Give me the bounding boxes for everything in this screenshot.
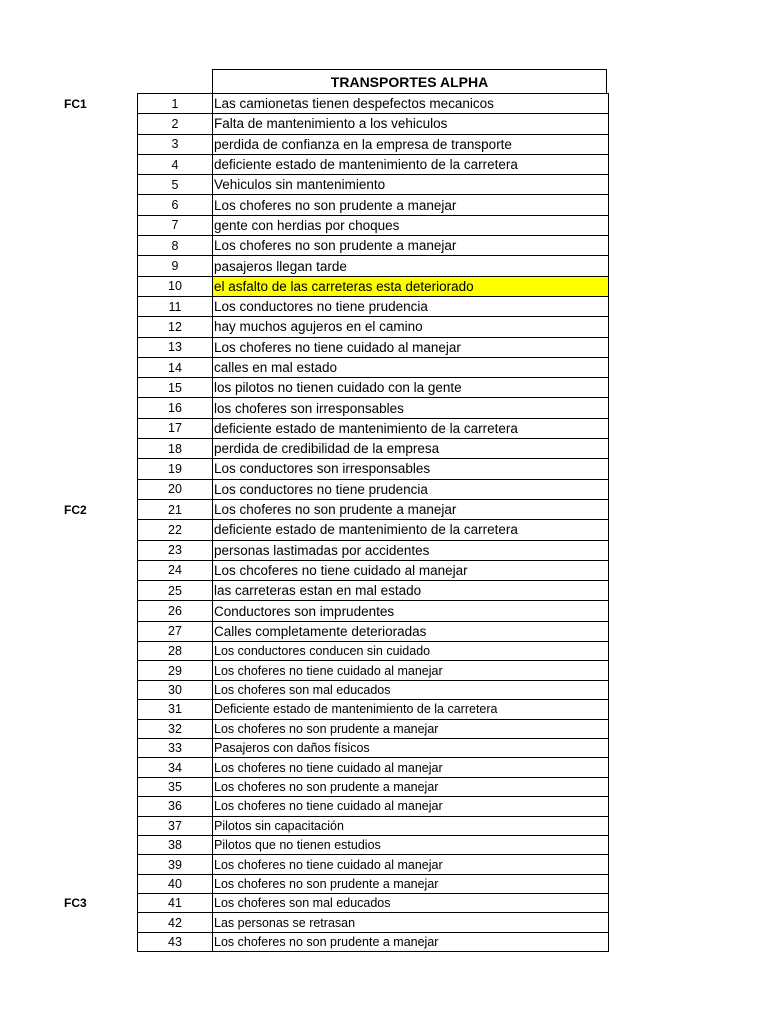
group-label-fc1: FC1 [64,96,87,111]
row-number-cell[interactable]: 1 [138,94,213,114]
row-number-cell[interactable]: 30 [138,680,213,699]
row-text-cell[interactable]: Los conductores no tiene prudencia [213,479,609,499]
row-text-cell[interactable]: los choferes son irresponsables [213,398,609,418]
row-text-cell[interactable]: Falta de mantenimiento a los vehiculos [213,114,609,134]
table-row [138,855,609,874]
row-text-cell[interactable]: Los choferes no son prudente a manejar [213,874,609,893]
table-row [138,894,609,913]
row-number-cell[interactable]: 39 [138,855,213,874]
table-row [138,621,609,641]
row-text-cell[interactable]: Pilotos que no tienen estudios [213,835,609,854]
row-number-cell[interactable]: 38 [138,835,213,854]
table-row [138,195,609,215]
row-number-cell[interactable]: 34 [138,758,213,777]
row-number-cell[interactable]: 10 [138,276,213,296]
row-number-cell[interactable]: 40 [138,874,213,893]
table-row [138,719,609,738]
row-text-cell[interactable]: Conductores son imprudentes [213,601,609,621]
table-row [138,479,609,499]
table-row [138,215,609,235]
row-text-cell[interactable]: perdida de confianza en la empresa de transporte [213,134,609,154]
row-number-cell[interactable]: 32 [138,719,213,738]
row-number-cell[interactable]: 20 [138,479,213,499]
table-row [138,874,609,893]
row-number-cell[interactable]: 8 [138,236,213,256]
row-text-cell[interactable]: Los choferes no tiene cuidado al manejar [213,337,609,357]
row-number-cell[interactable]: 33 [138,738,213,757]
table-row [138,738,609,757]
row-text-cell[interactable]: Pilotos sin capacitación [213,816,609,835]
row-text-cell[interactable]: gente con herdias por choques [213,215,609,235]
table-row [138,520,609,540]
table-row [138,661,609,680]
row-text-cell[interactable]: Los choferes no son prudente a manejar [213,499,609,519]
row-text-cell[interactable]: los pilotos no tienen cuidado con la gente [213,378,609,398]
table-row [138,418,609,438]
row-number-cell[interactable]: 24 [138,560,213,580]
row-text-cell[interactable]: Los choferes no son prudente a manejar [213,932,609,951]
row-text-cell[interactable]: Los choferes no tiene cuidado al manejar [213,661,609,680]
table-row [138,499,609,519]
row-text-cell[interactable]: Los choferes no son prudente a manejar [213,236,609,256]
row-text-cell[interactable]: personas lastimadas por accidentes [213,540,609,560]
table-row [138,276,609,296]
row-number-cell[interactable]: 15 [138,378,213,398]
table-row [138,134,609,154]
row-number-cell[interactable]: 14 [138,357,213,377]
table-row [138,797,609,816]
row-number-cell[interactable]: 43 [138,932,213,951]
table-row [138,398,609,418]
row-text-cell[interactable]: deficiente estado de mantenimiento de la carretera [213,418,609,438]
row-text-cell[interactable]: Los choferes no tiene cuidado al manejar [213,855,609,874]
row-number-cell[interactable]: 3 [138,134,213,154]
row-text-cell[interactable]: pasajeros llegan tarde [213,256,609,276]
row-number-cell[interactable]: 16 [138,398,213,418]
row-number-cell[interactable]: 28 [138,642,213,661]
table-row [138,540,609,560]
table-row [138,296,609,316]
table-row [138,835,609,854]
table-row [138,459,609,479]
row-text-cell[interactable]: Los choferes no son prudente a manejar [213,777,609,796]
row-number-cell[interactable]: 23 [138,540,213,560]
row-number-cell[interactable]: 19 [138,459,213,479]
table-row [138,256,609,276]
row-text-cell[interactable]: Los choferes son mal educados [213,894,609,913]
table-row [138,337,609,357]
row-number-cell[interactable]: 21 [138,499,213,519]
row-text-cell[interactable]: Los choferes no tiene cuidado al manejar [213,797,609,816]
row-number-cell[interactable]: 31 [138,700,213,719]
row-number-cell[interactable]: 2 [138,114,213,134]
row-number-cell[interactable]: 41 [138,894,213,913]
table-row [138,114,609,134]
row-number-cell[interactable]: 36 [138,797,213,816]
table-row [138,601,609,621]
table-row [138,175,609,195]
table-row [138,758,609,777]
data-table [137,93,609,952]
row-text-cell[interactable]: Los choferes no son prudente a manejar [213,195,609,215]
group-label-fc2: FC2 [64,502,87,517]
row-text-cell[interactable]: Pasajeros con daños físicos [213,738,609,757]
row-number-cell[interactable]: 22 [138,520,213,540]
row-text-cell[interactable]: Las personas se retrasan [213,913,609,932]
row-text-cell[interactable]: las carreteras estan en mal estado [213,581,609,601]
table-row [138,816,609,835]
row-number-cell[interactable]: 26 [138,601,213,621]
table-row [138,680,609,699]
table-row [138,932,609,951]
table-row [138,439,609,459]
table-row [138,913,609,932]
row-number-cell[interactable]: 29 [138,661,213,680]
row-number-cell[interactable]: 6 [138,195,213,215]
row-text-cell[interactable]: Los conductores no tiene prudencia [213,296,609,316]
row-text-cell[interactable]: deficiente estado de mantenimiento de la carretera [213,154,609,174]
group-label-fc3: FC3 [64,896,87,911]
row-text-cell[interactable]: Vehiculos sin mantenimiento [213,175,609,195]
table-row [138,581,609,601]
row-text-cell[interactable]: Las camionetas tienen despefectos mecanicos [213,94,609,114]
row-text-cell[interactable]: Deficiente estado de mantenimiento de la carretera [213,700,609,719]
row-number-cell[interactable]: 35 [138,777,213,796]
row-number-cell[interactable]: 13 [138,337,213,357]
row-number-cell[interactable]: 18 [138,439,213,459]
table-row [138,642,609,661]
row-text-cell[interactable]: calles en mal estado [213,357,609,377]
row-text-cell[interactable]: Los choferes no son prudente a manejar [213,719,609,738]
table-row [138,378,609,398]
table-title[interactable]: TRANSPORTES ALPHA [212,69,607,93]
row-number-cell[interactable]: 37 [138,816,213,835]
table-row [138,236,609,256]
row-text-cell[interactable]: Los conductores son irresponsables [213,459,609,479]
row-text-cell[interactable]: hay muchos agujeros en el camino [213,317,609,337]
table-row [138,777,609,796]
row-number-cell[interactable]: 27 [138,621,213,641]
row-number-cell[interactable]: 17 [138,418,213,438]
row-text-cell[interactable]: el asfalto de las carreteras esta deteriorado [213,276,609,296]
row-number-cell[interactable]: 9 [138,256,213,276]
row-number-cell[interactable]: 12 [138,317,213,337]
row-text-cell[interactable]: deficiente estado de mantenimiento de la carretera [213,520,609,540]
table-row [138,560,609,580]
row-number-cell[interactable]: 11 [138,296,213,316]
row-text-cell[interactable]: Los conductores conducen sin cuidado [213,642,609,661]
row-text-cell[interactable]: Los chcoferes no tiene cuidado al manejar [213,560,609,580]
row-text-cell[interactable]: Los choferes son mal educados [213,680,609,699]
row-number-cell[interactable]: 7 [138,215,213,235]
table-row [138,357,609,377]
row-text-cell[interactable]: perdida de credibilidad de la empresa [213,439,609,459]
row-number-cell[interactable]: 25 [138,581,213,601]
row-text-cell[interactable]: Calles completamente deterioradas [213,621,609,641]
row-text-cell[interactable]: Los choferes no tiene cuidado al manejar [213,758,609,777]
table-row [138,94,609,114]
table-row [138,700,609,719]
row-number-cell[interactable]: 42 [138,913,213,932]
table-row [138,154,609,174]
table-row [138,317,609,337]
row-number-cell[interactable]: 5 [138,175,213,195]
row-number-cell[interactable]: 4 [138,154,213,174]
